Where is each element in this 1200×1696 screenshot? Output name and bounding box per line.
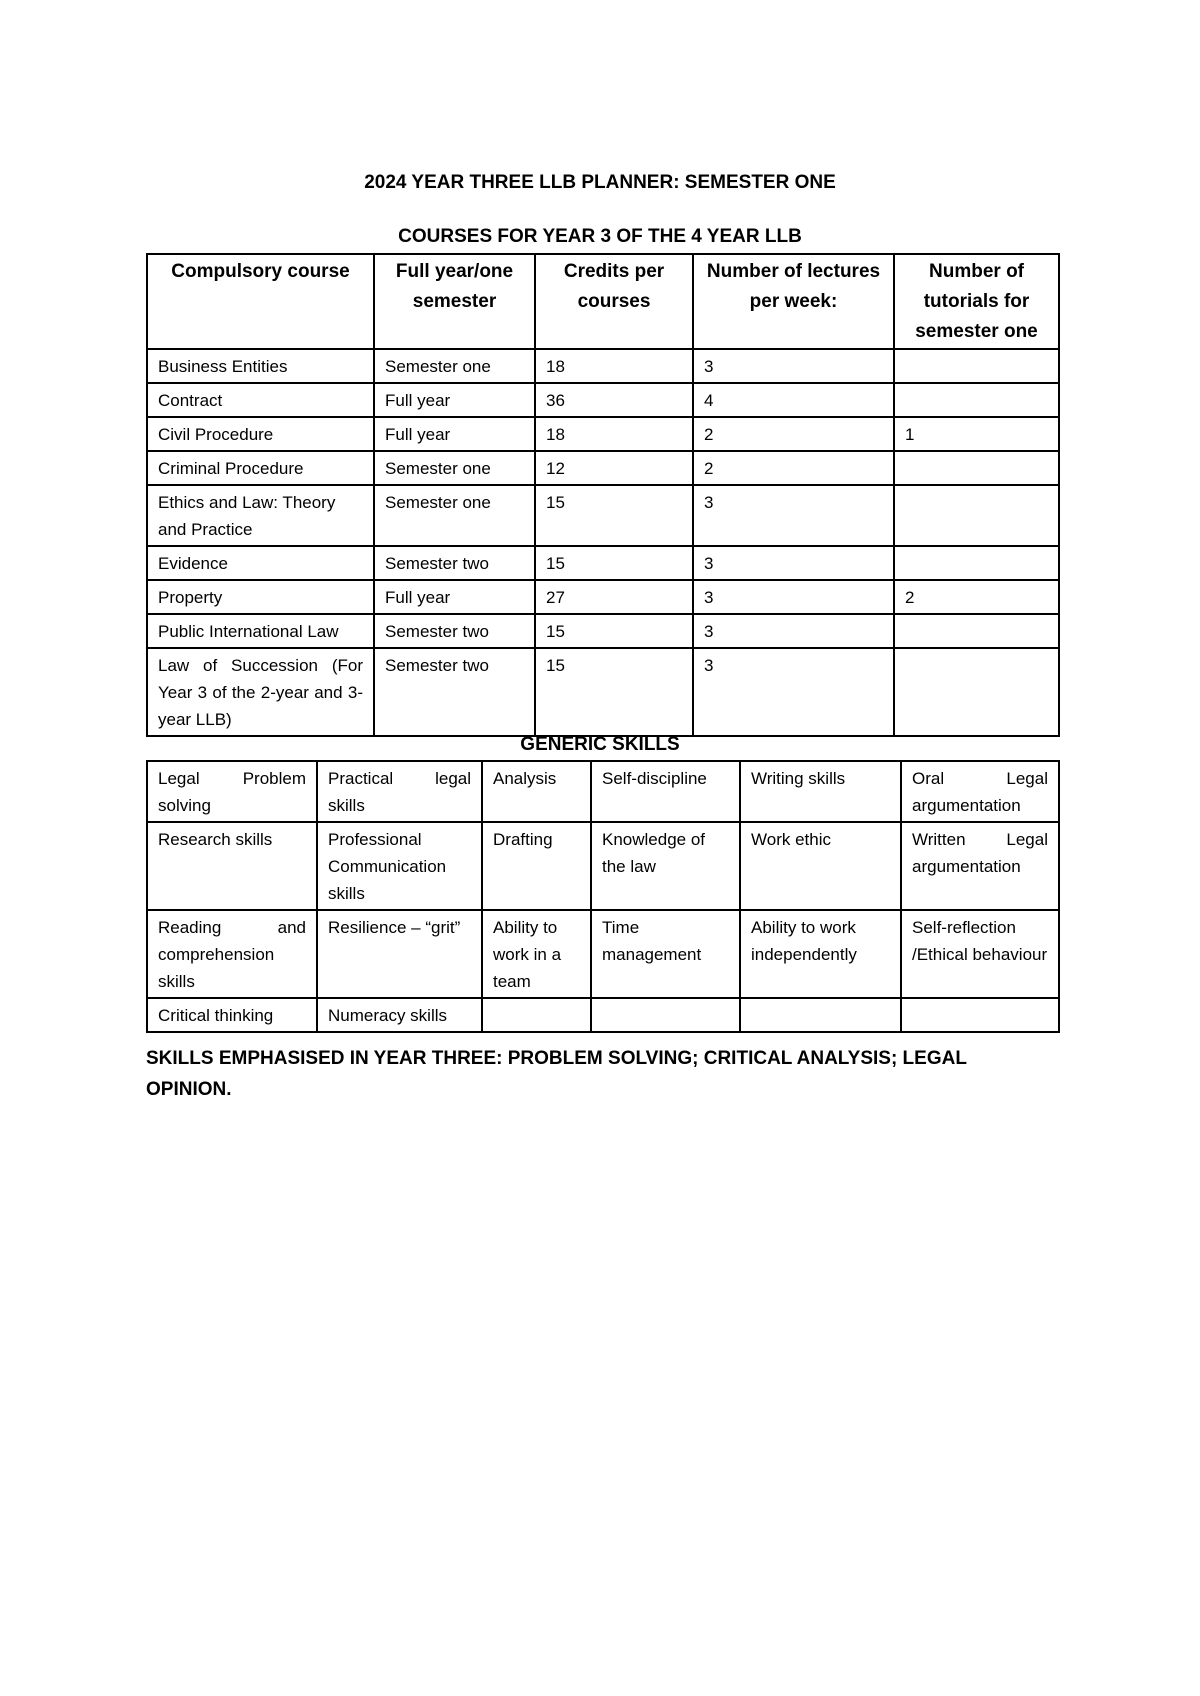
courses-header-row — [147, 254, 1059, 349]
skills-heading: GENERIC SKILLS — [520, 734, 680, 755]
column-header-credits: Credits per courses — [535, 254, 693, 349]
course-tutorials — [894, 383, 1059, 417]
skill-cell — [482, 998, 591, 1032]
skill-cell: Resilience – “grit” — [317, 910, 482, 998]
course-duration: Full year — [374, 383, 535, 417]
table-row — [147, 614, 1059, 648]
course-name: Evidence — [147, 546, 374, 580]
course-lectures: 3 — [693, 614, 894, 648]
skill-cell: Legal Problem solving — [147, 761, 317, 822]
skill-cell — [591, 998, 740, 1032]
column-header-lectures: Number of lectures per week: — [693, 254, 894, 349]
table-row — [147, 648, 1059, 736]
skill-cell: Ability to work independently — [740, 910, 901, 998]
skill-cell: Analysis — [482, 761, 591, 822]
table-row — [147, 546, 1059, 580]
skill-cell: Knowledge of the law — [591, 822, 740, 910]
course-credits: 15 — [535, 546, 693, 580]
course-tutorials — [894, 614, 1059, 648]
course-name: Property — [147, 580, 374, 614]
course-lectures: 3 — [693, 648, 894, 736]
table-row — [147, 910, 1059, 998]
courses-table — [146, 253, 1060, 737]
skill-cell: Oral Legal argumentation — [901, 761, 1059, 822]
column-header-compulsory-course: Compulsory course — [147, 254, 374, 349]
skills-table — [146, 760, 1060, 1033]
course-lectures: 4 — [693, 383, 894, 417]
course-duration: Semester two — [374, 614, 535, 648]
course-credits: 15 — [535, 648, 693, 736]
skill-cell: Written Legal argumentation — [901, 822, 1059, 910]
course-lectures: 2 — [693, 451, 894, 485]
skill-cell: Critical thinking — [147, 998, 317, 1032]
skill-cell: Numeracy skills — [317, 998, 482, 1032]
course-lectures: 3 — [693, 349, 894, 383]
course-tutorials — [894, 485, 1059, 546]
course-duration: Full year — [374, 417, 535, 451]
skill-cell: Research skills — [147, 822, 317, 910]
course-credits: 12 — [535, 451, 693, 485]
table-row — [147, 822, 1059, 910]
table-row — [147, 998, 1059, 1032]
course-duration: Full year — [374, 580, 535, 614]
skill-cell: Work ethic — [740, 822, 901, 910]
page-title: 2024 YEAR THREE LLB PLANNER: SEMESTER ONE — [364, 172, 836, 193]
course-credits: 27 — [535, 580, 693, 614]
course-credits: 15 — [535, 485, 693, 546]
course-name: Civil Procedure — [147, 417, 374, 451]
table-row — [147, 417, 1059, 451]
course-credits: 15 — [535, 614, 693, 648]
table-row — [147, 761, 1059, 822]
skill-cell: Professional Communication skills — [317, 822, 482, 910]
course-tutorials: 2 — [894, 580, 1059, 614]
table-row — [147, 383, 1059, 417]
skills-emphasis-summary: SKILLS EMPHASISED IN YEAR THREE: PROBLEM SOLVING; CRITICAL ANALYSIS; LEGAL OPINION. — [146, 1048, 967, 1100]
course-name: Ethics and Law: Theory and Practice — [147, 485, 374, 546]
course-duration: Semester two — [374, 546, 535, 580]
course-lectures: 2 — [693, 417, 894, 451]
course-lectures: 3 — [693, 580, 894, 614]
course-duration: Semester one — [374, 349, 535, 383]
course-name: Public International Law — [147, 614, 374, 648]
course-tutorials — [894, 349, 1059, 383]
course-credits: 36 — [535, 383, 693, 417]
skill-cell: Ability to work in a team — [482, 910, 591, 998]
skill-cell: Time management — [591, 910, 740, 998]
course-name: Business Entities — [147, 349, 374, 383]
column-header-tutorials: Number of tutorials for semester one — [894, 254, 1059, 349]
skill-cell — [740, 998, 901, 1032]
course-name: Law of Succession (For Year 3 of the 2-year and 3-year LLB) — [147, 648, 374, 736]
course-duration: Semester one — [374, 485, 535, 546]
course-name: Criminal Procedure — [147, 451, 374, 485]
skill-cell: Self-discipline — [591, 761, 740, 822]
course-name: Contract — [147, 383, 374, 417]
course-duration: Semester two — [374, 648, 535, 736]
course-tutorials — [894, 451, 1059, 485]
courses-heading: COURSES FOR YEAR 3 OF THE 4 YEAR LLB — [398, 226, 802, 247]
skill-cell: Drafting — [482, 822, 591, 910]
course-lectures: 3 — [693, 546, 894, 580]
course-credits: 18 — [535, 417, 693, 451]
skill-cell: Self-reflection /Ethical behaviour — [901, 910, 1059, 998]
skill-cell: Reading and comprehension skills — [147, 910, 317, 998]
table-row — [147, 451, 1059, 485]
skill-cell: Practical legal skills — [317, 761, 482, 822]
course-credits: 18 — [535, 349, 693, 383]
table-row — [147, 580, 1059, 614]
course-tutorials: 1 — [894, 417, 1059, 451]
skill-cell: Writing skills — [740, 761, 901, 822]
column-header-duration: Full year/one semester — [374, 254, 535, 349]
course-lectures: 3 — [693, 485, 894, 546]
skill-cell — [901, 998, 1059, 1032]
course-tutorials — [894, 648, 1059, 736]
course-tutorials — [894, 546, 1059, 580]
course-duration: Semester one — [374, 451, 535, 485]
table-row — [147, 485, 1059, 546]
table-row — [147, 349, 1059, 383]
